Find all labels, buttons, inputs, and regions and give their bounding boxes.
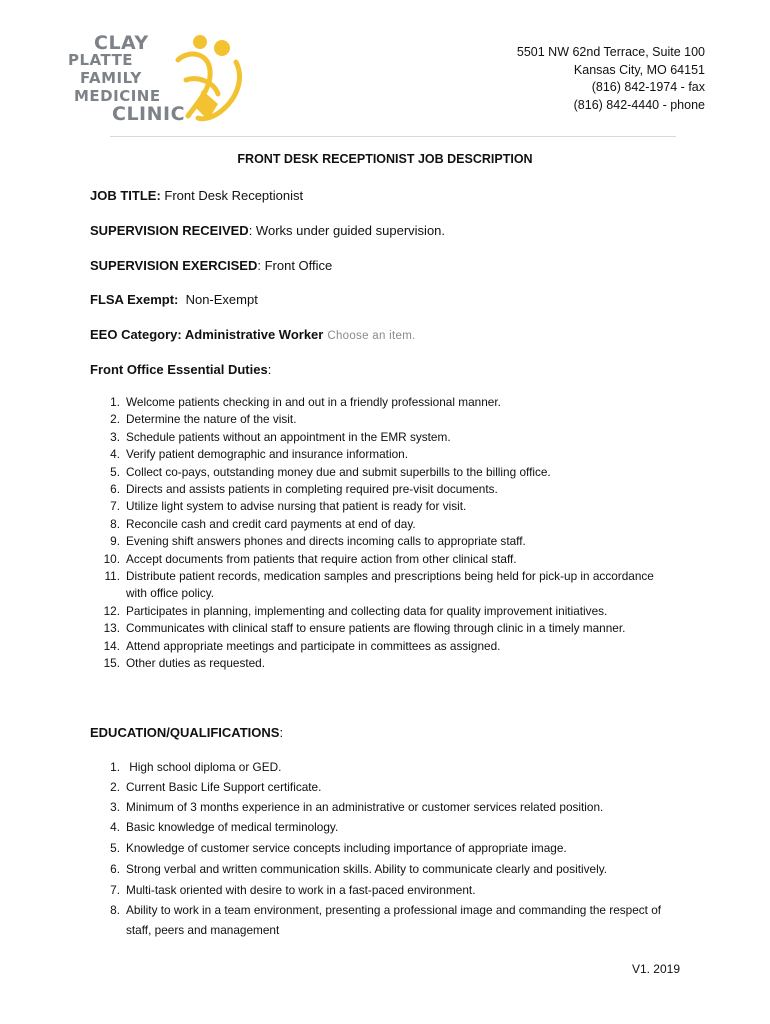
document-version: V1. 2019 <box>631 962 680 976</box>
item-number: 8. <box>110 516 120 531</box>
list-item <box>90 638 670 655</box>
item-text: Strong verbal and written communication skills. Ability to communicate clearly and positively. <box>126 862 608 876</box>
list-item <box>90 481 670 498</box>
item-number: 9. <box>110 534 120 549</box>
item-number: 12. <box>103 603 120 618</box>
list-item <box>90 551 670 568</box>
job-title-value: Front Desk Receptionist <box>160 188 304 203</box>
item-number: 4. <box>110 447 120 462</box>
item-number: 4. <box>110 820 120 834</box>
flsa-field <box>90 292 258 307</box>
item-number: 2. <box>110 412 120 427</box>
supervision-received-value: : Works under guided supervision. <box>248 223 446 238</box>
job-title-label: JOB TITLE: <box>90 188 161 203</box>
item-text: Distribute patient records, medication samples and prescriptions being held for pick-up in accordance with office policy. <box>126 569 654 601</box>
item-number: 7. <box>110 499 120 514</box>
item-text: High school diploma or GED. <box>126 760 282 774</box>
address-fax: (816) 842-1974 - fax <box>591 80 705 94</box>
list-item <box>90 900 670 940</box>
list-item <box>90 603 670 620</box>
list-item <box>90 464 670 481</box>
item-number: 8. <box>110 903 120 917</box>
item-number: 6. <box>110 482 120 497</box>
logo-line: MEDICINE <box>74 87 161 105</box>
supervision-received-field <box>90 223 445 238</box>
item-text: Participates in planning, implementing and collecting data for quality improvement initiatives. <box>126 603 608 618</box>
list-item <box>90 533 670 550</box>
logo-line: FAMILY <box>80 69 142 87</box>
flsa-value: Non-Exempt <box>178 292 258 307</box>
logo-line: PLATTE <box>68 51 134 69</box>
item-number: 2. <box>110 780 120 794</box>
eeo-field <box>90 327 416 342</box>
supervision-exercised-value: : Front Office <box>257 258 333 273</box>
list-item <box>90 516 670 533</box>
education-list <box>90 758 680 940</box>
item-text: Basic knowledge of medical terminology. <box>126 820 339 834</box>
item-text: Other duties as requested. <box>126 656 266 671</box>
item-number: 6. <box>110 862 120 876</box>
item-text: Verify patient demographic and insurance information. <box>126 447 408 462</box>
item-text: Evening shift answers phones and directs incoming calls to appropriate staff. <box>126 534 526 549</box>
clinic-address <box>517 44 705 114</box>
item-text: Communicates with clinical staff to ensure patients are flowing through clinic in a timely manner. <box>126 621 626 636</box>
supervision-exercised-field <box>90 258 332 273</box>
item-text: Collect co-pays, outstanding money due and submit superbills to the billing office. <box>126 464 551 479</box>
education-heading <box>90 725 283 740</box>
address-phone: (816) 842-4440 - phone <box>573 97 705 112</box>
list-item <box>90 498 670 515</box>
list-item <box>90 758 680 776</box>
item-text: Utilize light system to advise nursing that patient is ready for visit. <box>126 499 467 514</box>
list-item <box>90 798 680 816</box>
item-number: 7. <box>110 883 120 897</box>
list-item <box>90 394 670 411</box>
item-text: Reconcile cash and credit card payments at end of day. <box>126 516 416 531</box>
item-text: Current Basic Life Support certificate. <box>126 780 322 794</box>
supervision-received-label: SUPERVISION RECEIVED <box>90 223 249 238</box>
flsa-label: FLSA Exempt: <box>90 292 179 307</box>
address-street: 5501 NW 62nd Terrace, Suite 100 <box>516 45 705 59</box>
item-number: 3. <box>110 800 120 814</box>
item-text: Schedule patients without an appointment in the EMR system. <box>126 429 451 444</box>
item-number: 15. <box>103 656 120 671</box>
list-item <box>90 778 680 796</box>
list-item <box>90 838 680 859</box>
list-item <box>90 446 670 463</box>
item-text: Knowledge of customer service concepts including importance of appropriate image. <box>126 841 567 855</box>
job-title-field <box>90 188 303 203</box>
list-item <box>90 620 670 637</box>
duties-heading-label: Front Office Essential Duties <box>90 362 268 377</box>
family-figure-icon <box>158 32 248 124</box>
list-item <box>90 429 670 446</box>
list-item <box>90 411 670 428</box>
education-heading-label: EDUCATION/QUALIFICATIONS <box>90 725 280 740</box>
item-text: Multi-task oriented with desire to work in a fast-paced environment. <box>126 883 476 897</box>
item-number: 3. <box>110 429 120 444</box>
item-text: Minimum of 3 months experience in an administrative or customer services related position. <box>126 800 604 814</box>
item-text: Directs and assists patients in completing required pre-visit documents. <box>126 482 498 497</box>
eeo-label: EEO Category: Administrative Worker <box>90 327 324 342</box>
education-heading-colon: : <box>279 725 284 740</box>
logo-line: CLAY <box>94 32 149 54</box>
clinic-logo <box>66 32 246 124</box>
list-item <box>90 655 670 672</box>
item-text: Determine the nature of the visit. <box>126 412 297 427</box>
item-number: 5. <box>110 841 120 855</box>
address-city: Kansas City, MO 64151 <box>573 62 705 77</box>
item-number: 14. <box>103 638 120 653</box>
duties-heading-colon: : <box>267 362 272 377</box>
item-number: 5. <box>110 464 120 479</box>
item-text: Accept documents from patients that require action from other clinical staff. <box>126 551 517 566</box>
list-item <box>90 568 670 603</box>
supervision-exercised-label: SUPERVISION EXERCISED <box>90 258 258 273</box>
duties-heading <box>90 362 271 377</box>
item-number: 10. <box>103 551 120 566</box>
header-divider <box>110 136 676 137</box>
list-item <box>90 859 630 880</box>
item-text: Ability to work in a team environment, presenting a professional image and commanding the respect of staff, peers and management <box>126 903 662 937</box>
item-number: 11. <box>104 569 120 584</box>
item-text: Attend appropriate meetings and participate in committees as assigned. <box>126 638 501 653</box>
list-item <box>90 818 680 836</box>
duties-list <box>90 394 670 673</box>
logo-line: CLINIC <box>112 103 186 125</box>
item-text: Welcome patients checking in and out in a friendly professional manner. <box>126 395 501 409</box>
list-item <box>90 880 680 900</box>
item-number: 1. <box>110 395 120 409</box>
item-number: 1. <box>110 760 120 774</box>
item-number: 13. <box>103 621 120 636</box>
document-title: FRONT DESK RECEPTIONIST JOB DESCRIPTION <box>237 152 533 166</box>
eeo-category-dropdown[interactable]: Choose an item. <box>327 330 416 342</box>
